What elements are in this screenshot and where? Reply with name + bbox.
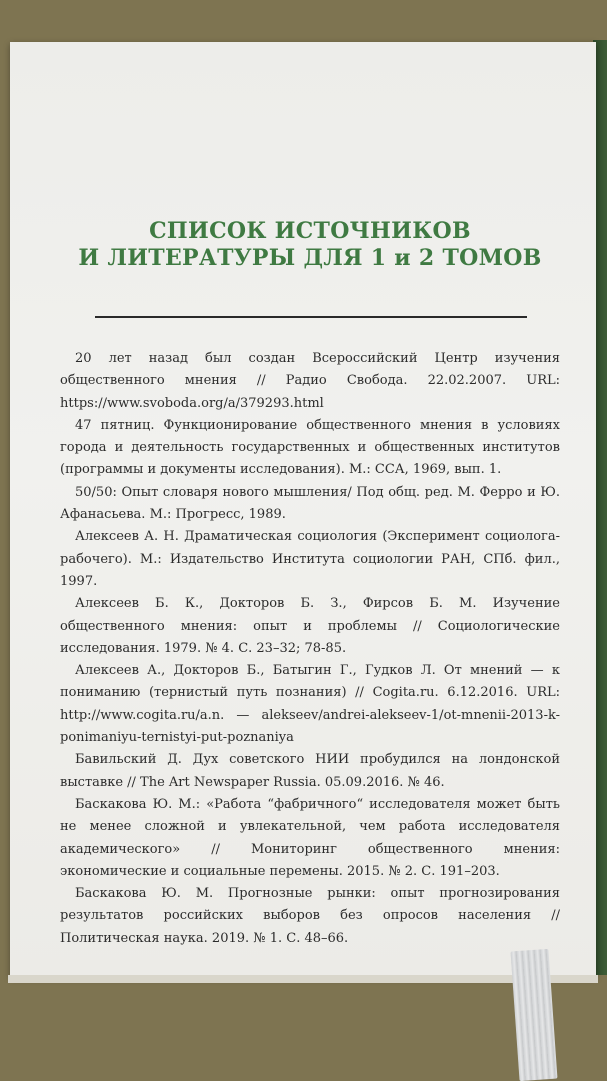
bibliography-entry: 20 лет назад был создан Всероссийский Центр изучения общественного мнения // Радио Свобода. 22.02.2007. URL: https://www.svoboda.org/a/379293.html bbox=[60, 351, 560, 411]
bibliography-entry: Баскакова Ю. М. Прогнозные рынки: опыт прогнозирования результатов российских выборов без опросов населения // Политическая наука. 2019. № 1. С. 48–66. bbox=[60, 886, 560, 946]
bibliography-entry: Алексеев А., Докторов Б., Батыгин Г., Гудков Л. От мнений — к пониманию (тернистый путь познания) // Cogita.ru. 6.12.2016. URL: http://www.cogita.ru/a.n. — alekseev/andrei-alekseev-1/ot-mnenii-2013-k-ponimaniyu-ternistyi-put-poznaniya bbox=[60, 663, 560, 746]
bibliography-entry: 50/50: Опыт словаря нового мышления/ Под общ. ред. М. Ферро и Ю. Афанасьева. М.: Прогресс, 1989. bbox=[60, 484, 560, 523]
bibliography-entry: Алексеев А. Н. Драматическая социология (Эксперимент социолога-рабочего). М.: Издательство Института социологии РАН, СПб. фил., 1997. bbox=[60, 529, 560, 589]
bibliography-entry: 47 пятниц. Функционирование общественного мнения в условиях города и деятельность государственных и общественных институтов (программы и документы исследования). М.: ССА, 1969, вып. 1. bbox=[60, 417, 560, 478]
bibliography-list bbox=[60, 348, 560, 950]
bibliography-entry: Бавильский Д. Дух советского НИИ пробудился на лондонской выставке // The Art Newspaper Russia. 05.09.2016. № 46. bbox=[60, 752, 560, 790]
heading-line-1: СПИСОК ИСТОЧНИКОВ bbox=[149, 218, 471, 244]
bibliography-entry: Алексеев Б. К., Докторов Б. З., Фирсов Б. М. Изучение общественного мнения: опыт и проблемы // Социологические исследования. 1979. № 4. С. 23–32; 78-85. bbox=[60, 596, 560, 656]
heading-line-2: И ЛИТЕРАТУРЫ ДЛЯ 1 и 2 ТОМОВ bbox=[78, 245, 542, 271]
page-heading bbox=[60, 218, 560, 272]
heading-underline bbox=[95, 316, 527, 318]
page-bottom-edge bbox=[8, 975, 598, 983]
bibliography-entry: Баскакова Ю. М.: «Работа “фабричного“ исследователя может быть не менее сложной и увлекательной, чем работа исследователя академического» // Мониторинг общественного мнения: экономические и социальные перемены. 2015. № 2. С. 191–203. bbox=[60, 796, 560, 879]
